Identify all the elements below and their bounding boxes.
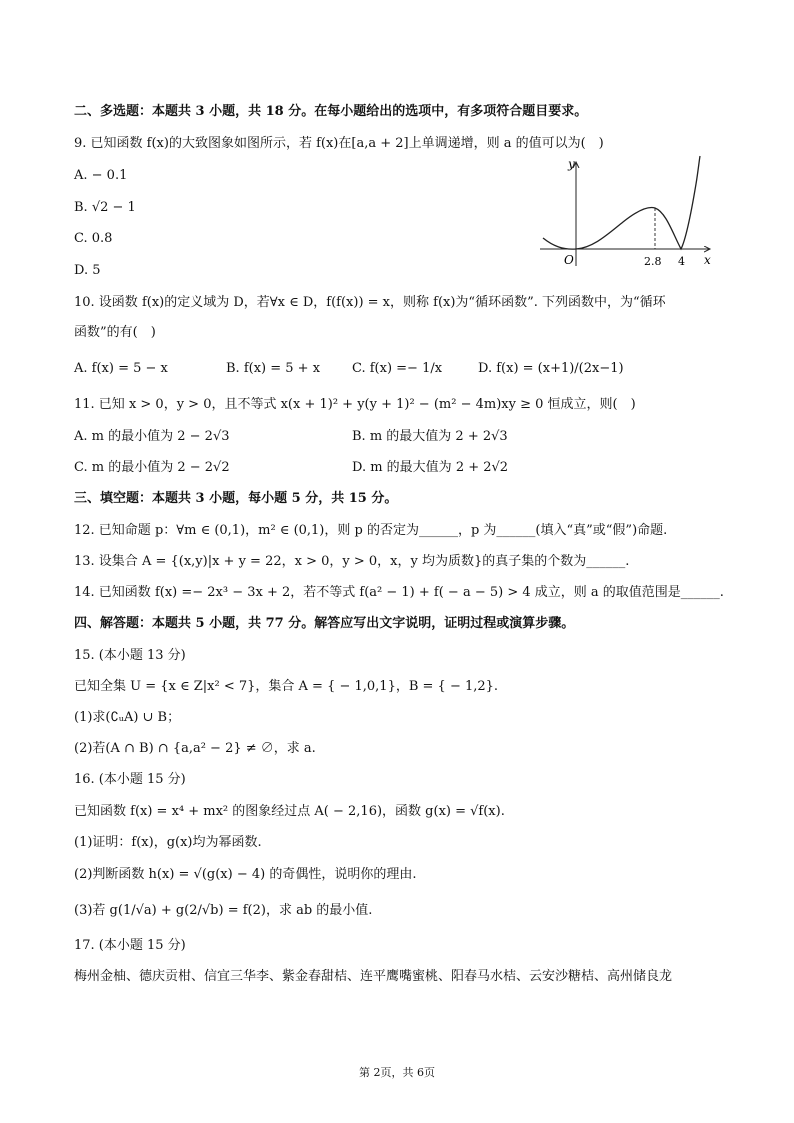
page-footer: 第 2页，共 6页 [359, 1066, 435, 1079]
q16-part1: (1)证明：f(x)，g(x)均为幂函数. [74, 835, 262, 850]
q11-option-b: B. m 的最大值为 2 + 2√3 [352, 429, 508, 444]
q13-text: 13. 设集合 A = {(x,y)|x + y = 22，x > 0，y > 0，x，y 均为质数}的真子集的个数为______. [74, 554, 630, 569]
q10-option-a: A. f(x) = 5 − x [74, 361, 168, 376]
q9-stem: 9. 已知函数 f(x)的大致图象如图所示，若 f(x)在[a,a + 2]上单调递增，则 a 的值可以为( ) [74, 136, 604, 151]
q15-part1: (1)求(∁ᵤA) ∪ B； [74, 710, 181, 725]
q15-part2: (2)若(A ∩ B) ∩ {a,a² − 2} ≠ ∅，求 a. [74, 741, 316, 756]
q9-function-graph [538, 154, 718, 272]
q9-option-c: C. 0.8 [74, 231, 113, 246]
q10-option-d: D. f(x) = (x+1)/(2x−1) [478, 361, 624, 376]
q9-option-d: D. 5 [74, 263, 101, 278]
section-4-header: 四、解答题：本题共 5 小题，共 77 分。解答应写出文字说明，证明过程或演算步骤。 [74, 616, 575, 631]
tick-label-2-8: 2.8 [644, 255, 662, 268]
q10-stem-line2: 函数”的有( ) [74, 325, 156, 340]
q15-title: 15. (本小题 13 分) [74, 648, 186, 663]
q11-option-a: A. m 的最小值为 2 − 2√3 [74, 429, 230, 444]
section-3-header: 三、填空题：本题共 3 小题，每小题 5 分，共 15 分。 [74, 491, 398, 506]
q10-stem-line1: 10. 设函数 f(x)的定义域为 D，若∀x ∈ D，f(f(x)) = x，则称 f(x)为“循环函数”. 下列函数中，为“循环 [74, 295, 666, 310]
q10-option-c: C. f(x) =− 1/x [352, 361, 443, 376]
q14-text: 14. 已知函数 f(x) =− 2x³ − 3x + 2，若不等式 f(a² − 1) + f( − a − 5) > 4 成立，则 a 的取值范围是______. [74, 585, 724, 600]
q15-stem: 已知全集 U = {x ∈ Z|x² < 7}，集合 A = { − 1,0,1}，B = { − 1,2}. [74, 679, 499, 694]
q16-stem: 已知函数 f(x) = x⁴ + mx² 的图象经过点 A( − 2,16)，函数 g(x) = √f(x). [74, 804, 505, 819]
q10-option-b: B. f(x) = 5 + x [226, 361, 321, 376]
q16-part3: (3)若 g(1/√a) + g(2/√b) = f(2)，求 ab 的最小值. [74, 903, 373, 918]
q11-option-d: D. m 的最大值为 2 + 2√2 [352, 460, 509, 475]
q12-text: 12. 已知命题 p：∀m ∈ (0,1)，m² ∈ (0,1)，则 p 的否定为______，p 为______(填入“真”或“假”)命题. [74, 523, 668, 538]
origin-label: O [564, 253, 574, 267]
q11-stem: 11. 已知 x > 0，y > 0，且不等式 x(x + 1)² + y(y + 1)² − (m² − 4m)xy ≥ 0 恒成立，则( ) [74, 397, 636, 412]
q9-option-b: B. √2 − 1 [74, 200, 136, 215]
q11-option-c: C. m 的最小值为 2 − 2√2 [74, 460, 230, 475]
tick-label-4: 4 [678, 255, 685, 268]
q9-option-a: A. − 0.1 [74, 168, 128, 183]
q17-title: 17. (本小题 15 分) [74, 938, 186, 953]
section-2-header: 二、多选题：本题共 3 小题，共 18 分。在每小题给出的选项中，有多项符合题目要求。 [74, 104, 588, 119]
function-curve [543, 156, 700, 249]
q16-part2: (2)判断函数 h(x) = √(g(x) − 4) 的奇偶性，说明你的理由. [74, 867, 417, 882]
q17-stem: 梅州金柚、德庆贡柑、信宜三华李、紫金春甜桔、连平鹰嘴蜜桃、阳春马水桔、云安沙糖桔、高州储良龙 [74, 969, 673, 984]
y-axis-label: y [568, 157, 575, 171]
x-axis-label: x [704, 253, 711, 267]
q16-title: 16. (本小题 15 分) [74, 772, 186, 787]
